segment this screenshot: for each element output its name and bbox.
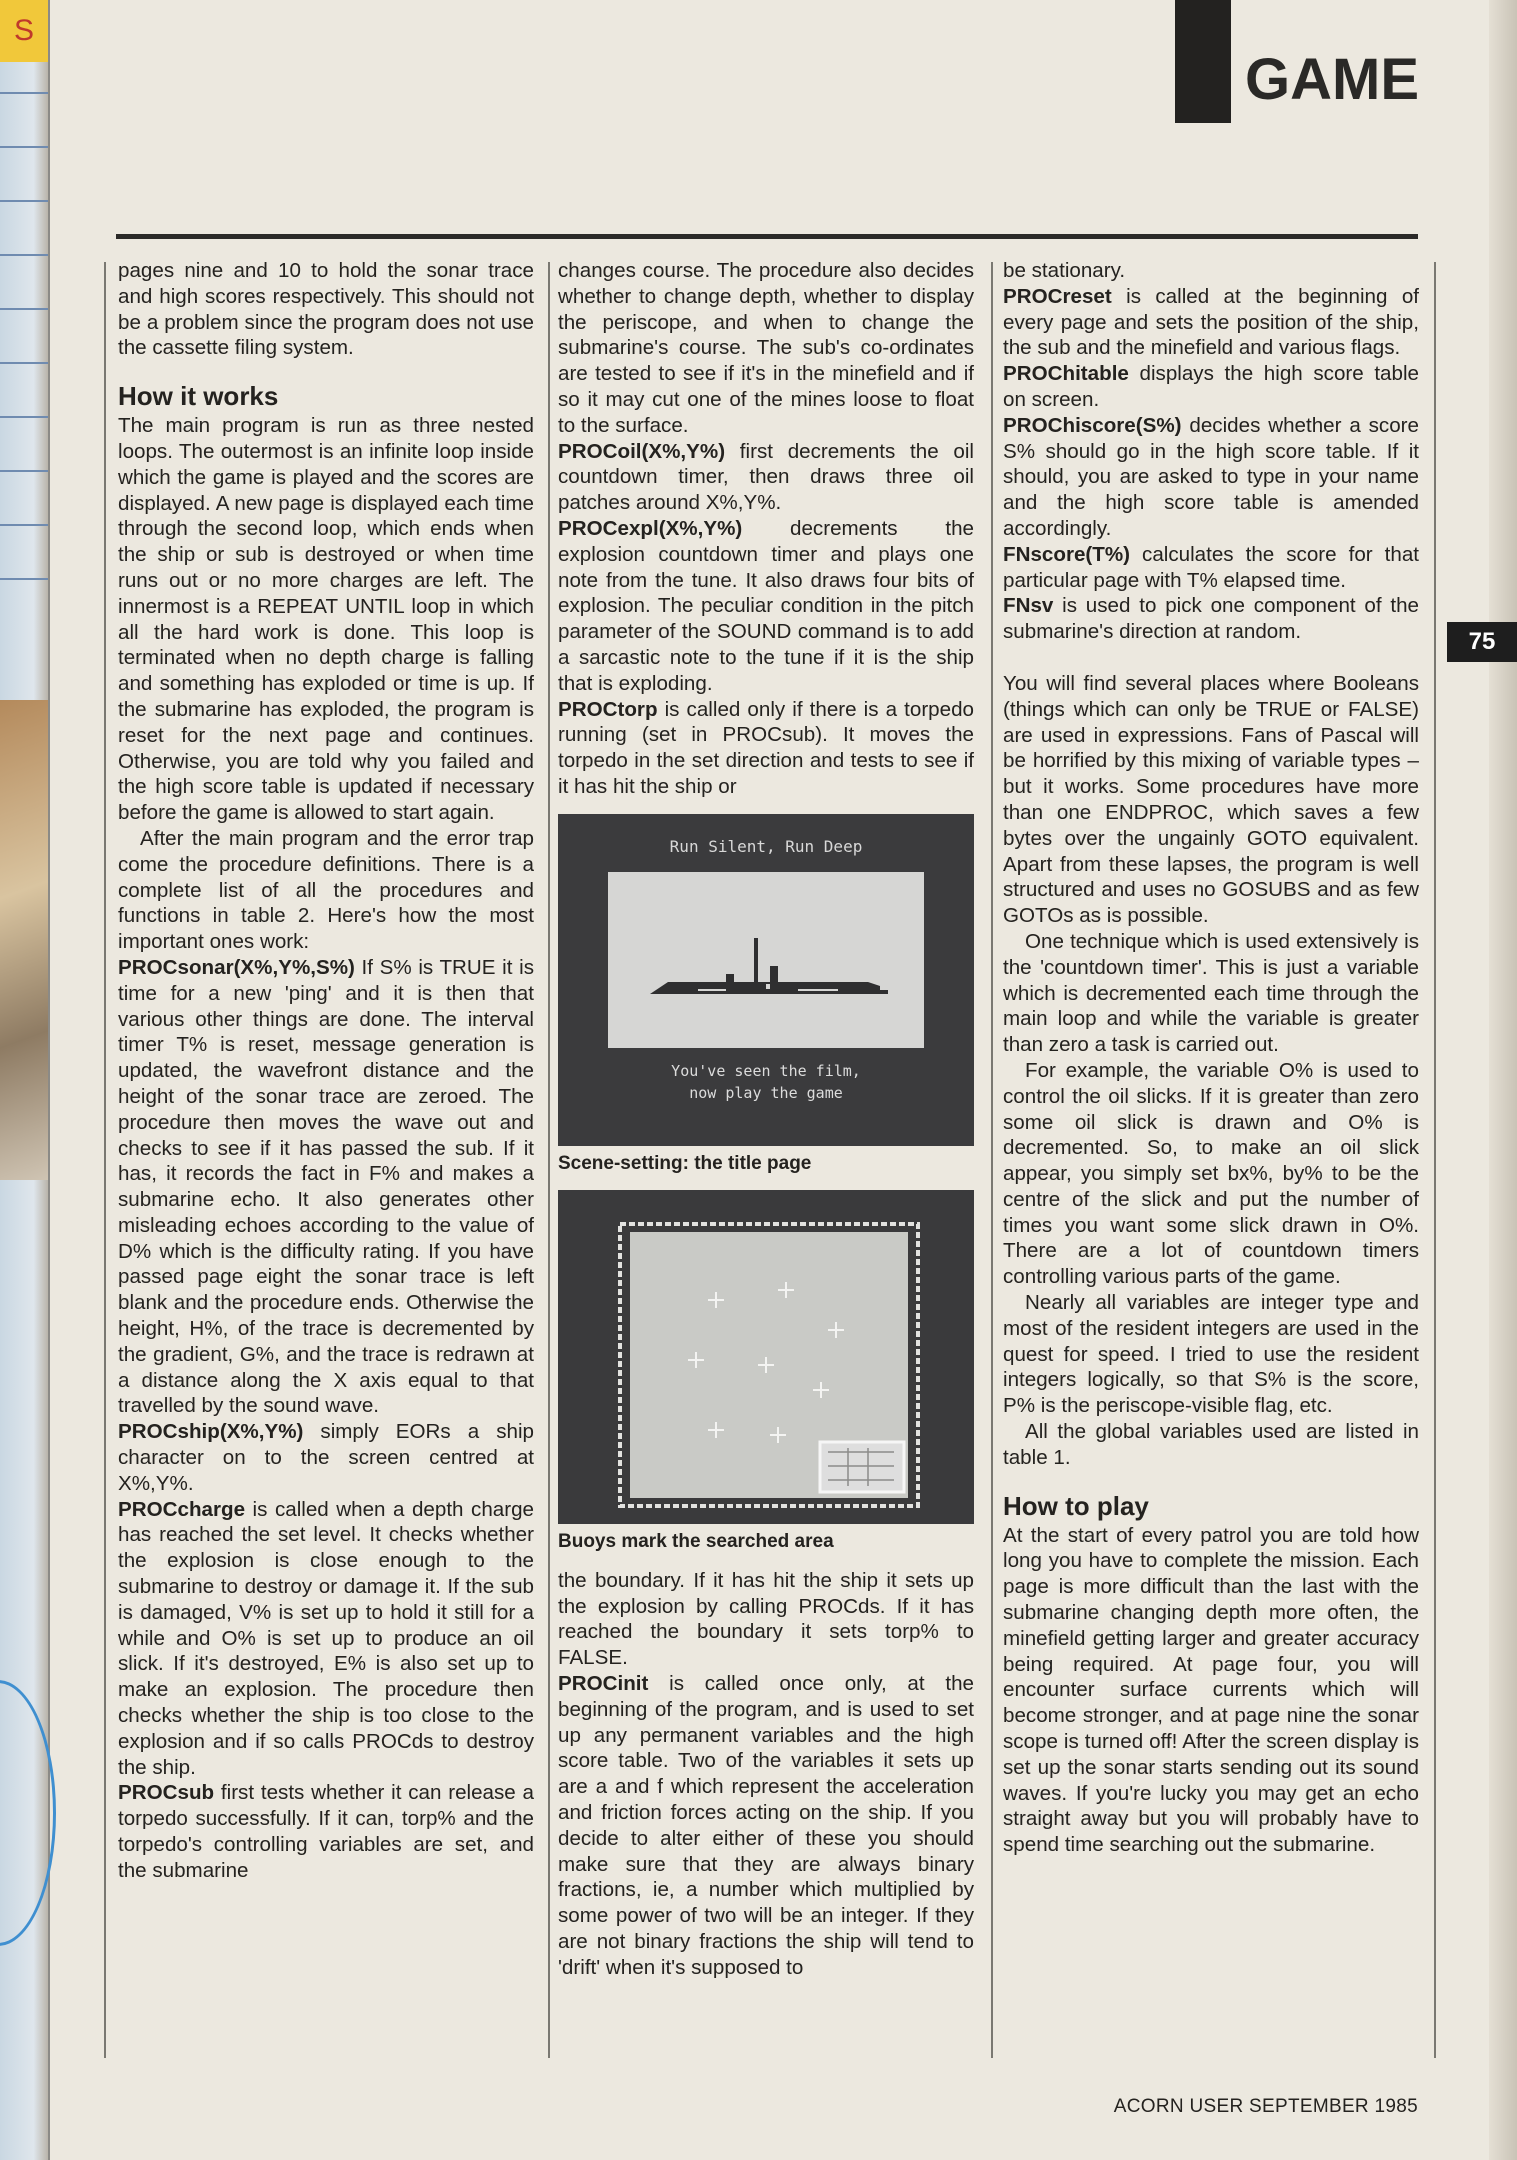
column-2 [558,258,974,1980]
procedure-entry [1003,413,1419,542]
title-screen-line-2: now play the game [689,1083,843,1102]
procedure-entry [118,1497,534,1781]
adjacent-page-edge [0,0,50,2160]
procedure-name: PROCship(X%,Y%) [118,1420,304,1444]
paragraph: The main program is run as three nested loops. The outermost is an infinite loop inside which the game is played and the scores are displayed. A new page is displayed each time through the second loop, which ends when the ship or sub is destroyed or when time runs out or no more charges are left. The innermost is a REPEAT UNTIL loop in which all the hard work is done. This loop is terminated when no depth charge is falling and something has exploded or time is up. If the submarine has exploded, the program is reset for the next page and continues. Otherwise, you are told why you failed and the high score table is updated if necessary before the game is allowed to start again. [118,414,534,825]
screenshot-sonar-grid [558,1190,974,1524]
footer-credit: ACORN USER SEPTEMBER 1985 [1113,2096,1418,2117]
procedure-entry [1003,361,1419,413]
section-header [1175,0,1419,123]
screenshot-title-page [558,814,974,1146]
column-rule [104,262,106,2058]
sonar-screen-image [558,1190,974,1524]
procedure-description: displays the high score table on screen. [1003,362,1419,411]
procedure-name: PROChitable [1003,362,1129,386]
paragraph: be stationary. [1003,259,1126,282]
procedure-name: PROChiscore(S%) [1003,413,1182,437]
title-screen-image [558,814,974,1146]
section-tab: S [0,0,48,62]
procedure-entry [1003,593,1419,645]
procedure-name: PROCtorp [558,697,658,721]
procedure-name: PROCsub [118,1781,215,1805]
header-block [1175,0,1231,123]
procedure-name: PROCinit [558,1671,649,1695]
column-rule [991,262,993,2058]
paragraph: One technique which is used extensively is the 'countdown timer'. This is just a variable which is decremented each time through the main loop and while the variable is greater than zero a task is carried out. [1003,929,1419,1057]
paragraph: After the main program and the error trap come the procedure definitions. There is a complete list of all the procedures and functions in table 2. Here's how the most important ones work: [118,826,534,954]
procedure-description: decrements the explosion countdown timer and plays one note from the tune. It also draws four bits of explosion. The peculiar condition in the pitch parameter of the SOUND command is to add a sarcastic note to the tune if it is the ship that is exploding. [558,516,974,695]
procedure-description: simply EORs a ship character on to the screen centred at X%,Y%. [118,1420,534,1495]
column-rule [548,262,550,2058]
procedure-name: FNsv [1003,594,1054,618]
procedure-description: is called at the beginning of every page and sets the position of the ship, the sub and the minefield and various flags. [1003,284,1419,360]
procedure-entry [558,439,974,516]
paragraph: the boundary. If it has hit the ship it sets up the explosion by calling PROCds. If it has reached the boundary it sets torp% to FALSE. [558,1568,974,1670]
page-number: 75 [1447,622,1517,662]
section-title: GAME [1245,47,1419,112]
procedure-name: PROCsonar(X%,Y%,S%) [118,955,355,979]
procedure-entry [118,1419,534,1496]
decorative-arc [0,1680,56,1946]
figure-searched-area [558,1190,974,1554]
paragraph: All the global variables used are listed in table 1. [1003,1420,1419,1469]
procedure-entry [1003,542,1419,594]
column-rule [1434,262,1436,2058]
procedure-entry [118,1780,534,1883]
procedure-description: first tests whether it can release a torpedo successfully. If it can, torp% and the torpedo's controlling variables are set, and the submarine [118,1781,534,1882]
procedure-entry [558,516,974,697]
procedure-name: PROCreset [1003,284,1112,308]
title-screen-line-1: You've seen the film, [671,1061,861,1080]
procedure-entry [1003,284,1419,361]
procedure-description: is called once only, at the beginning of the program, and is used to set up any permanent variables and the high score table. Two of the variables it sets up are a and f which represent the acceleration and friction forces acting on the ship. If you decide to alter either of these you should make sure that they are always binary fractions, ie, a number which multiplied by some power of two will be an integer. If they are not binary fractions the ship will tend to 'drift' when it's supposed to [558,1671,974,1979]
procedure-entry [558,1671,974,1981]
computer-photo-edge [0,700,48,1180]
paragraph: For example, the variable O% is used to control the oil slicks. If it is greater than zero some oil slick is drawn and O% is decremented. So, to make an oil slick appear, you simply set bx%, by% to be the centre of the slick and put the number of times you want some slick drawn in O%. There are a lot of countdown timers controlling various parts of the game. [1003,1058,1419,1289]
paragraph: Nearly all variables are integer type and most of the resident integers are used in the quest for speed. I tried to use the resident integers logically, so that S% is the score, P% is the periscope-visible flag, etc. [1003,1291,1419,1418]
paragraph: pages nine and 10 to hold the sonar trace and high scores respectively. This should not be a problem since the program does not use the cassette filing system. [118,259,534,360]
procedure-description: is called only if there is a torpedo running (set in PROCsub). It moves the torpedo in the set direction and tests to see if it has hit the ship or [558,697,974,798]
procedure-description: first decrements the oil countdown timer, then draws three oil patches around X%,Y%. [558,439,974,515]
procedure-name: PROCoil(X%,Y%) [558,439,726,463]
title-screen-title: Run Silent, Run Deep [669,836,863,856]
procedure-description: If S% is TRUE it is time for a new 'ping' and it is then that various other things are done. The interval timer T% is reset, message generation is updated, the wavefront distance and the height of the sonar trace are zeroed. The procedure then moves the wave out and checks to see if it has passed the sub. If it has, it records the fact in F% and makes a submarine echo. It also generates other misleading echoes according to the value of D% which is the difficulty rating. If you have passed page eight the sonar trace is left blank and the procedure ends. Otherwise the height, H%, of the trace is decremented by the gradient, G%, and the trace is redrawn at a distance along the X axis equal to that travelled by the sound wave. [118,955,534,1418]
paragraph: At the start of every patrol you are told how long you have to complete the mission. Each page is more difficult than the last with the submarine changing depth more often, the minefield getting larger and greater accuracy being required. At page four, you will encounter surface currents which will become stronger, and at page nine the sonar scope is turned off! After the screen display is set up the sonar starts sending out its sound waves. If you're lucky you may get an echo straight away but you will probably have to spend time searching out the submarine. [1003,1523,1419,1857]
paragraph: changes course. The procedure also decides whether to change depth, whether to display the periscope, and when to change the submarine's course. The sub's co-ordinates are tested to see if it's in the minefield and if so it may cut one of the mines loose to float to the surface. [558,259,974,437]
procedure-description: decides whether a score S% should go in the high score table. If it should, you are asked to type in your name and the high score table is amended accordingly. [1003,413,1419,540]
column-1 [118,258,534,1884]
procedure-description: calculates the score for that particular page with T% elapsed time. [1003,542,1419,592]
header-rule [116,234,1418,239]
procedure-name: FNscore(T%) [1003,542,1131,566]
subheading: How to play [1003,1490,1149,1521]
subheading: How it works [118,381,279,412]
procedure-entry [118,955,534,1419]
procedure-name: PROCexpl(X%,Y%) [558,516,743,540]
procedure-entry [558,697,974,800]
column-3 [1003,258,1419,1858]
page-edge-shadow [1489,0,1517,2160]
figure-caption: Buoys mark the searched area [558,1530,834,1552]
paragraph: You will find several places where Booleans (things which can only be TRUE or FALSE) are used in expressions. Fans of Pascal will be horrified by this mixing of variable types – but it works. Some procedures have more than one ENDPROC, which saves a few bytes over the ungainly GOTO equivalent. Apart from these lapses, the program is well structured and uses no GOSUBS and as few GOTOs as is possible. [1003,671,1419,928]
procedure-description: is used to pick one component of the submarine's direction at random. [1003,594,1419,644]
figure-caption: Scene-setting: the title page [558,1152,812,1174]
procedure-description: is called when a depth charge has reached the set level. It checks whether the explosion is close enough to the submarine to destroy or damage it. If the sub is damaged, V% is set up to hold it still for a while and O% is set up to produce an oil slick. If it's destroyed, E% is also set up to make an explosion. The procedure then checks whether the ship is too close to the explosion and if so calls PROCds to destroy the ship. [118,1497,534,1779]
figure-title-page [558,814,974,1176]
procedure-name: PROCcharge [118,1497,246,1521]
